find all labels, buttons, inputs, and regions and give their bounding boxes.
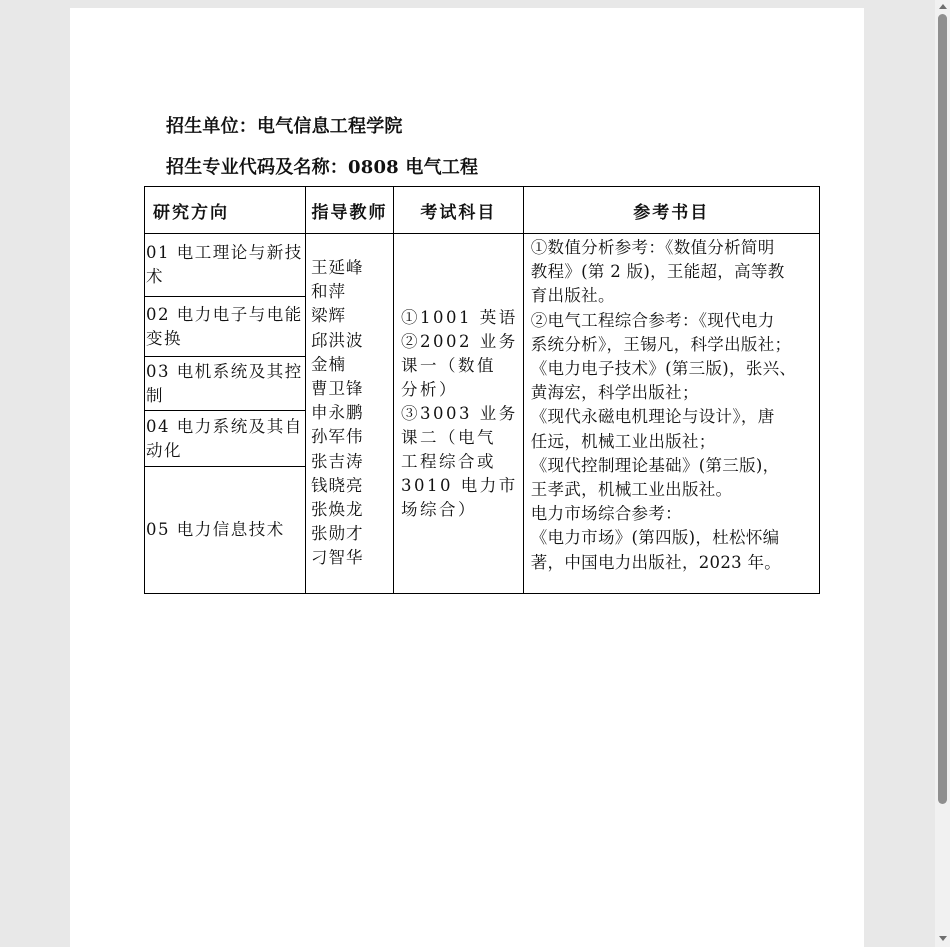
subject-line: 3010 电力市 [401, 475, 518, 495]
col-header-books: 参考书目 [523, 187, 819, 234]
book-line: 《电力市场》(第四版)，杜松怀编 [530, 528, 780, 548]
scroll-up-arrow-icon[interactable] [939, 4, 947, 9]
teacher-name: 申永鹏 [311, 403, 364, 423]
book-line: 著，中国电力出版社，2023 年。 [530, 552, 782, 572]
direction-item [145, 297, 305, 357]
scroll-down-arrow-icon[interactable] [939, 936, 947, 941]
book-line: 教程》(第 2 版)，王能超，高等教 [530, 262, 785, 282]
book-line: 《电力电子技术》(第三版)，张兴、 [530, 359, 797, 379]
direction-line: 04 电力系统及其自 [146, 416, 303, 436]
document-page [70, 8, 864, 947]
book-line: ②电气工程综合参考：《现代电力 [530, 310, 775, 330]
subject-line: 分析） [401, 379, 458, 399]
direction-line: 01 电工理论与新技 [146, 243, 303, 262]
teacher-name: 张勋才 [311, 524, 364, 544]
book-line: ①数值分析参考：《数值分析简明 [530, 238, 775, 257]
subject-line: 场综合） [401, 499, 477, 519]
teacher-name: 和萍 [311, 282, 346, 302]
teacher-name: 邱洪波 [311, 330, 364, 350]
subject-line: 工程综合或 [401, 451, 496, 471]
teacher-name: 孙军伟 [311, 427, 364, 447]
direction-item [145, 234, 305, 297]
book-line: 任远，机械工业出版社； [530, 431, 716, 451]
enrollment-table [144, 186, 820, 594]
teacher-name: 梁辉 [311, 306, 346, 326]
direction-line: 03 电机系统及其控 [146, 361, 303, 381]
subject-line: 课一（数值 [401, 355, 496, 375]
subjects-cell [394, 234, 524, 594]
directions-cell [145, 234, 306, 594]
teacher-name: 曹卫锋 [311, 379, 364, 399]
major-heading: 招生专业代码及名称：0808 电气工程 [166, 157, 479, 178]
book-line: 《现代控制理论基础》(第三版)， [530, 455, 780, 475]
direction-line: 制 [146, 385, 164, 405]
book-line: 黄海宏，科学出版社； [530, 383, 699, 403]
enrollment-unit-heading: 招生单位：电气信息工程学院 [166, 116, 403, 137]
subject-line: ①1001 英语 [401, 307, 518, 327]
teacher-name: 张焕龙 [311, 500, 364, 520]
table-header-row [145, 187, 820, 234]
subject-line: ②2002 业务 [401, 331, 518, 351]
scrollbar-thumb[interactable] [938, 14, 947, 804]
direction-item [145, 467, 305, 593]
direction-item [145, 357, 305, 411]
book-line: 《现代永磁电机理论与设计》，唐 [530, 407, 775, 427]
direction-line: 变换 [146, 328, 182, 348]
col-header-subjects: 考试科目 [394, 187, 524, 234]
book-line: 电力市场综合参考： [530, 504, 682, 524]
direction-line: 05 电力信息技术 [146, 520, 285, 539]
subject-line: ③3003 业务 [401, 403, 518, 423]
direction-line: 动化 [146, 440, 182, 460]
teachers-cell [306, 234, 394, 594]
direction-item [145, 411, 305, 467]
teacher-name: 金楠 [311, 354, 346, 374]
col-header-teachers: 指导教师 [306, 187, 394, 234]
subject-line: 课二（电气 [401, 427, 496, 447]
book-line: 系统分析》，王锡凡，科学出版社； [530, 334, 792, 354]
direction-line: 术 [146, 267, 164, 286]
teacher-name: 王延峰 [311, 258, 364, 277]
book-line: 王孝武，机械工业出版社。 [530, 480, 733, 500]
teacher-name: 刁智华 [311, 548, 364, 568]
col-header-direction: 研究方向 [145, 187, 306, 234]
books-cell [523, 234, 819, 594]
teacher-name: 张吉涛 [311, 451, 364, 471]
book-line: 育出版社。 [530, 286, 615, 306]
direction-line: 02 电力电子与电能 [146, 304, 303, 324]
table-row [145, 234, 820, 594]
teacher-name: 钱晓亮 [311, 475, 364, 495]
